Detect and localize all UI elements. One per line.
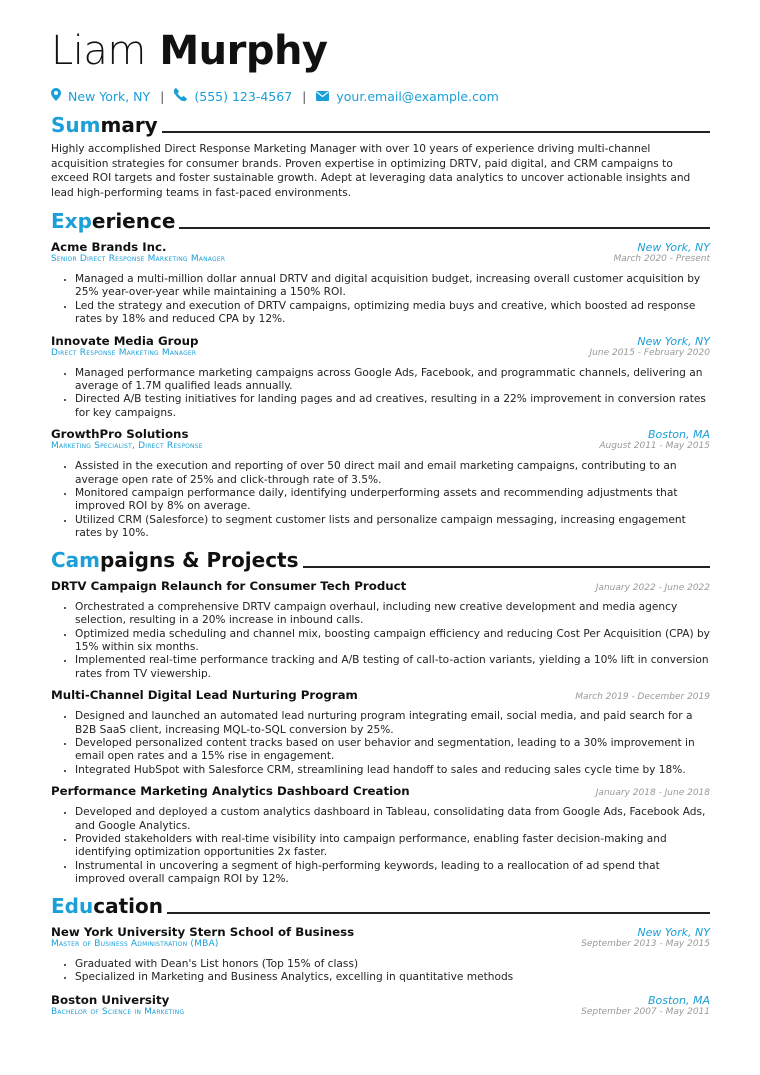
job-role: Senior Direct Response Marketing Manager bbox=[51, 254, 226, 264]
candidate-name bbox=[51, 28, 710, 74]
bullet-item: • Integrated HubSpot with Salesforce CRM, streamlining lead handoff to sales and reducing sales cycle time by 18%. bbox=[75, 764, 710, 777]
job-location: New York, NY bbox=[637, 334, 710, 348]
envelope-icon bbox=[316, 89, 329, 104]
bullet-item: • Optimized media scheduling and channel mix, boosting campaign efficiency and reducing Cost Per Acquisition (CPA) by 15% within six months. bbox=[75, 628, 710, 655]
contact-line bbox=[51, 88, 710, 104]
project-title: DRTV Campaign Relaunch for Consumer Tech Product bbox=[51, 578, 407, 593]
bullet-list bbox=[51, 460, 710, 540]
contact-location bbox=[51, 88, 150, 104]
bullet-item: • Utilized CRM (Salesforce) to segment customer lists and personalize campaign messaging, increasing engagement rates by 10%. bbox=[75, 514, 710, 541]
location-text: New York, NY bbox=[68, 88, 151, 104]
project-entry bbox=[51, 784, 710, 886]
company-name: Innovate Media Group bbox=[51, 333, 199, 348]
job-location: New York, NY bbox=[637, 241, 710, 254]
job-dates: August 2011 - May 2015 bbox=[599, 441, 710, 452]
job-role: Marketing Specialist, Direct Response bbox=[51, 441, 203, 452]
experience-entry bbox=[51, 240, 710, 327]
project-title: Performance Marketing Analytics Dashboard Creation bbox=[51, 784, 410, 799]
bullet-item: • Provided stakeholders with real-time visibility into campaign performance, enabling faster decision-making and identifying optimization opportunities 2x faster. bbox=[75, 833, 710, 860]
first-name: Liam bbox=[51, 28, 146, 74]
education-entry bbox=[51, 925, 710, 985]
contact-separator: | bbox=[302, 88, 307, 104]
degree: Bachelor of Science in Marketing bbox=[51, 1007, 185, 1018]
job-role: Direct Response Marketing Manager bbox=[51, 347, 197, 358]
job-location: Boston, MA bbox=[647, 428, 710, 442]
bullet-list bbox=[51, 601, 710, 681]
section-rule bbox=[162, 131, 710, 133]
school-location: Boston, MA bbox=[647, 994, 710, 1008]
school-name: New York University Stern School of Business bbox=[51, 924, 355, 939]
education-entry bbox=[51, 993, 710, 1017]
bullet-list bbox=[51, 367, 710, 421]
bullet-item: • Developed and deployed a custom analytics dashboard in Tableau, consolidating data from Google Ads, Facebook Ads, and Google Analytics. bbox=[75, 806, 710, 833]
phone-icon bbox=[174, 88, 187, 104]
bullet-item: • Graduated with Dean's List honors (Top 15% of class) bbox=[75, 958, 710, 971]
bullet-item: • Orchestrated a comprehensive DRTV campaign overhaul, including new creative development and media agency selection, resulting in a 20% increase in inbound calls. bbox=[75, 601, 710, 628]
bullet-item: • Managed a multi-million dollar annual DRTV and digital acquisition budget, increasing overall customer acquisition by 25% year-over-year while maintaining a 150% ROI. bbox=[75, 273, 710, 300]
bullet-item: • Led the strategy and execution of DRTV campaigns, optimizing media buys and creative, which boosted ad response rates by 18% and reduced CPA by 12%. bbox=[75, 300, 710, 327]
bullet-list bbox=[51, 710, 710, 777]
section-rule bbox=[303, 566, 710, 568]
project-entry bbox=[51, 579, 710, 681]
school-location: New York, NY bbox=[637, 925, 710, 939]
contact-separator: | bbox=[160, 88, 165, 104]
degree: Master of Business Administration (MBA) bbox=[51, 938, 219, 949]
job-dates: June 2015 - February 2020 bbox=[589, 347, 710, 358]
bullet-list bbox=[51, 273, 710, 327]
contact-email[interactable] bbox=[316, 89, 498, 104]
bullet-item: • Directed A/B testing initiatives for landing pages and ad creatives, resulting in a 22% improvement in conversion rates for key campaigns. bbox=[75, 393, 710, 420]
bullet-list bbox=[51, 806, 710, 886]
phone-text: (555) 123-4567 bbox=[194, 88, 293, 104]
email-text: your.email@example.com bbox=[336, 88, 499, 104]
project-entry bbox=[51, 688, 710, 777]
summary-text: Highly accomplished Direct Response Marketing Manager with over 10 years of experience driving multi-channel acquisition strategies for consumer brands. Proven expertise in optimizing DRTV, paid digital, and CRM campaigns to exceed ROI targets and foster sustainable growth. Adept at leveraging data analytics to uncover actionable insights and lead high-performing teams in fast-paced environments. bbox=[51, 143, 691, 199]
summary-heading: Summary bbox=[51, 113, 710, 137]
company-name: Acme Brands Inc. bbox=[51, 240, 167, 254]
bullet-item: • Instrumental in uncovering a segment of high-performing keywords, leading to a reallocation of ad spend that improved overall campaign ROI by 12%. bbox=[75, 860, 710, 887]
project-dates: March 2019 - December 2019 bbox=[575, 692, 710, 703]
company-name: GrowthPro Solutions bbox=[51, 427, 189, 442]
bullet-item: • Assisted in the execution and reporting of over 50 direct mail and email marketing campaigns, contributing to an average open rate of 25% and click-through rate of 3.5%. bbox=[75, 460, 710, 487]
projects-heading: Campaigns & Projects bbox=[51, 548, 710, 572]
section-rule bbox=[179, 227, 710, 229]
last-name: Murphy bbox=[159, 28, 328, 74]
education-dates: September 2007 - May 2011 bbox=[581, 1007, 710, 1018]
education-heading: Education bbox=[51, 894, 710, 918]
bullet-item: • Implemented real-time performance tracking and A/B testing of call-to-action variants, yielding a 10% lift in conversion rates from TV viewership. bbox=[75, 654, 710, 681]
school-name: Boston University bbox=[51, 993, 170, 1008]
bullet-item: • Designed and launched an automated lead nurturing program integrating email, social media, and paid search for a B2B SaaS client, increasing MQL-to-SQL conversion by 25%. bbox=[75, 710, 710, 737]
contact-phone[interactable] bbox=[174, 88, 292, 104]
bullet-item: • Developed personalized content tracks based on user behavior and segmentation, leading to a 30% improvement in email open rates and a 15% rise in engagement. bbox=[75, 737, 710, 764]
job-dates: March 2020 - Present bbox=[613, 254, 710, 264]
experience-heading: Experience bbox=[51, 209, 710, 233]
project-title: Multi-Channel Digital Lead Nurturing Program bbox=[51, 688, 358, 703]
section-rule bbox=[167, 912, 710, 914]
bullet-item: • Specialized in Marketing and Business Analytics, excelling in quantitative methods bbox=[75, 971, 710, 984]
map-marker-icon bbox=[51, 88, 61, 104]
bullet-item: • Managed performance marketing campaigns across Google Ads, Facebook, and programmatic channels, delivering an average of 1.7M qualified leads annually. bbox=[75, 367, 710, 394]
experience-entry bbox=[51, 334, 710, 421]
experience-entry bbox=[51, 427, 710, 540]
bullet-list bbox=[51, 958, 710, 985]
project-dates: January 2018 - June 2018 bbox=[595, 788, 710, 799]
project-dates: January 2022 - June 2022 bbox=[595, 582, 710, 593]
education-dates: September 2013 - May 2015 bbox=[581, 938, 710, 949]
bullet-item: • Monitored campaign performance daily, identifying underperforming assets and recommending adjustments that improved ROI by 8% on average. bbox=[75, 487, 710, 514]
